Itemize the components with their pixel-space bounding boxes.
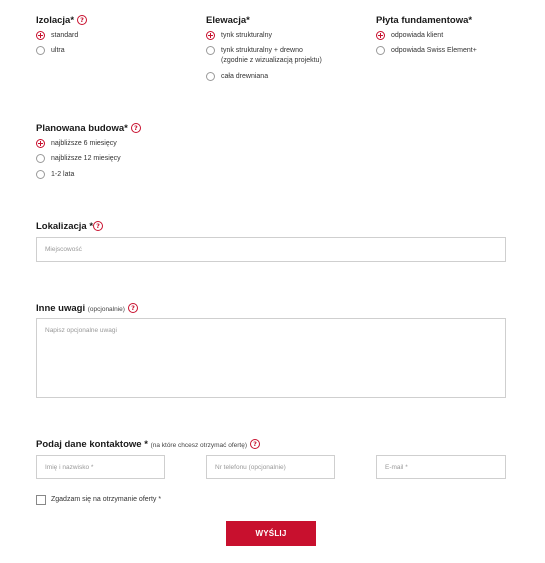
radio-icon[interactable] <box>36 170 45 179</box>
location-title-text: Lokalizacja * <box>36 221 94 232</box>
planned-option-1-2y[interactable] <box>36 170 74 180</box>
phone-input[interactable]: Nr telefonu (opcjonalnie) <box>206 455 335 479</box>
radio-checked-icon[interactable] <box>36 139 45 148</box>
elevation-title-text: Elewacja* <box>206 15 250 26</box>
notes-subtitle: (opcjonalnie) <box>87 306 125 313</box>
question-circle-icon[interactable]: ? <box>250 439 260 449</box>
option-label-line2: (zgodnie z wizualizacją projektu) <box>221 57 322 64</box>
question-circle-icon[interactable]: ? <box>77 15 87 25</box>
radio-icon[interactable] <box>36 154 45 163</box>
elevation-option-plaster-wood[interactable] <box>206 46 322 66</box>
radio-checked-icon[interactable] <box>36 31 45 40</box>
radio-checked-icon[interactable] <box>376 31 385 40</box>
radio-icon[interactable] <box>36 46 45 55</box>
option-label-line1: tynk strukturalny + drewno <box>221 47 303 54</box>
radio-icon[interactable] <box>376 46 385 55</box>
planned-title <box>36 123 141 134</box>
option-label: odpowiada Swiss Element+ <box>391 47 477 54</box>
foundation-title <box>376 15 472 26</box>
elevation-title <box>206 15 250 26</box>
elevation-option-wood[interactable] <box>206 72 268 82</box>
location-title <box>36 221 103 232</box>
option-label: 1-2 lata <box>51 171 75 178</box>
option-label: najbliższe 6 miesięcy <box>51 140 117 147</box>
email-input[interactable]: E-mail * <box>376 455 506 479</box>
question-circle-icon[interactable]: ? <box>128 303 138 313</box>
radio-icon[interactable] <box>206 72 215 81</box>
option-label: odpowiada klient <box>391 32 444 39</box>
option-label: ultra <box>51 47 65 54</box>
isolation-option-standard[interactable] <box>36 31 78 41</box>
submit-button[interactable]: WYŚLIJ <box>226 521 316 546</box>
option-label: najbliższe 12 miesięcy <box>51 155 121 162</box>
contact-subtitle: (na które chcesz otrzymać ofertę) <box>150 442 248 449</box>
foundation-option-client[interactable] <box>376 31 443 41</box>
radio-icon[interactable] <box>206 46 215 55</box>
isolation-option-ultra[interactable] <box>36 46 65 56</box>
contact-title <box>36 439 260 450</box>
option-label: standard <box>51 32 79 39</box>
notes-title <box>36 303 138 314</box>
planned-option-12m[interactable] <box>36 154 121 164</box>
foundation-title-text: Płyta fundamentowa* <box>376 15 473 26</box>
planned-option-6m[interactable] <box>36 139 117 149</box>
planned-title-text: Planowana budowa* <box>36 123 128 134</box>
consent-checkbox[interactable] <box>36 495 46 505</box>
contact-title-text: Podaj dane kontaktowe * <box>36 439 148 450</box>
option-label: cała drewniana <box>221 73 269 80</box>
radio-checked-icon[interactable] <box>206 31 215 40</box>
isolation-title-text: Izolacja* <box>36 15 75 26</box>
notes-title-text: Inne uwagi <box>36 303 86 314</box>
option-label: tynk strukturalny <box>221 32 272 39</box>
location-input[interactable]: Miejscowość <box>36 237 506 262</box>
isolation-title <box>36 15 87 26</box>
foundation-option-swiss[interactable] <box>376 46 477 56</box>
notes-textarea[interactable]: Napisz opcjonalne uwagi <box>36 318 506 398</box>
consent-label: Zgadzam się na otrzymanie oferty * <box>51 496 162 503</box>
elevation-option-plaster[interactable] <box>206 31 272 41</box>
option-label <box>221 46 322 66</box>
name-input[interactable]: Imię i nazwisko * <box>36 455 165 479</box>
question-circle-icon[interactable]: ? <box>131 123 141 133</box>
question-circle-icon[interactable]: ? <box>93 221 103 231</box>
